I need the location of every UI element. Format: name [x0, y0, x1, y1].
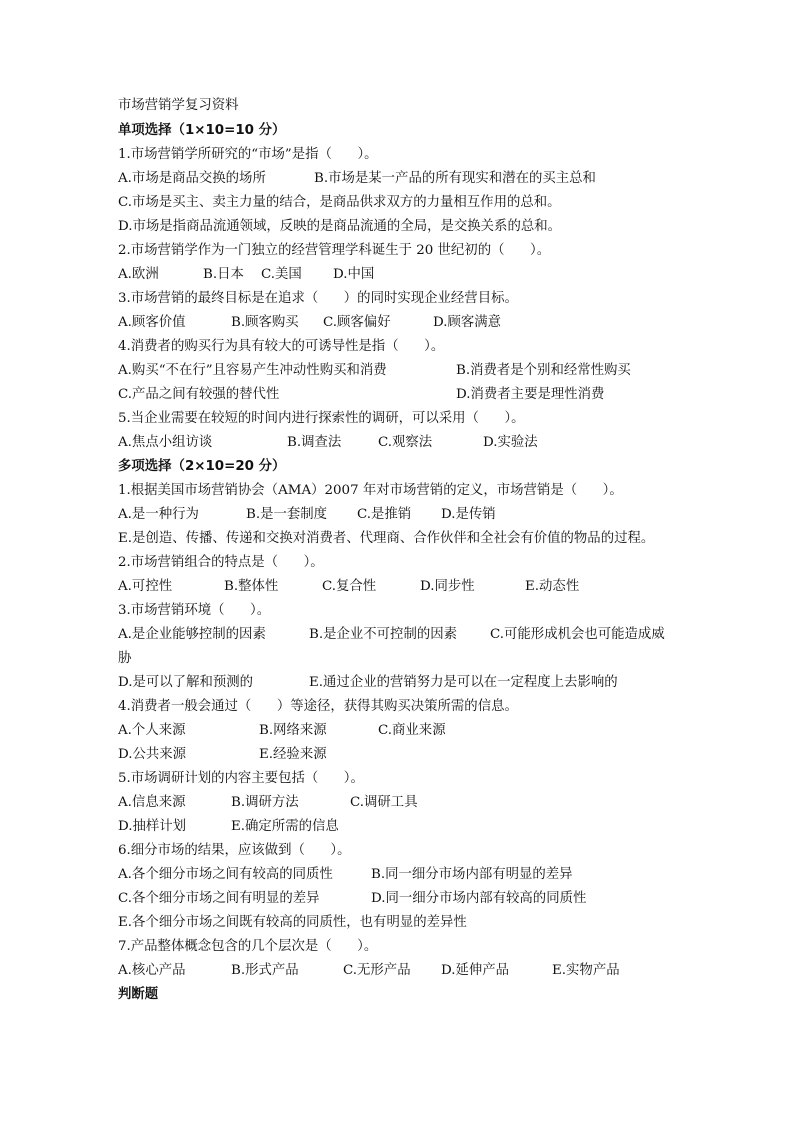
option: D.同一细分市场内部有较高的同质性 [371, 891, 587, 906]
option: A.顾客价值 [118, 315, 186, 330]
option: A.个人来源 [118, 723, 186, 738]
question-stem: 1.市场营销学所研究的“市场”是指（ ）。 [118, 147, 378, 162]
option: C.复合性 [322, 579, 377, 594]
option: E.经验来源 [259, 747, 327, 762]
option: A.核心产品 [118, 963, 186, 978]
option: C.美国 [261, 267, 302, 282]
option: B.顾客购买 [231, 315, 299, 330]
option: D.是传销 [441, 507, 496, 522]
question-stem: 2.市场营销学作为一门独立的经营管理学科诞生于 20 世纪初的（ ）。 [118, 243, 551, 258]
option: B.消费者是个别和经常性购买 [456, 363, 631, 378]
section-heading-single-choice: 单项选择（1×10=10 分） [118, 123, 286, 138]
option: D.同步性 [420, 579, 475, 594]
option: A.信息来源 [118, 795, 186, 810]
option: C.各个细分市场之间有明显的差异 [118, 891, 320, 906]
question-stem: 4.消费者一般会通过（ ）等途径，获得其购买决策所需的信息。 [118, 699, 518, 714]
option: B.日本 [203, 267, 244, 282]
document-title: 市场营销学复习资料 [118, 98, 239, 113]
option: C.观察法 [378, 435, 433, 450]
option: B.形式产品 [231, 963, 299, 978]
option: B.是企业不可控制的因素 [309, 627, 458, 642]
option: B.调研方法 [231, 795, 299, 810]
option: C.顾客偏好 [323, 315, 391, 330]
option: B.调查法 [287, 435, 342, 450]
option: A.市场是商品交换的场所 [118, 171, 266, 186]
option: D.延伸产品 [441, 963, 510, 978]
question-stem: 1.根据美国市场营销协会（AMA）2007 年对市场营销的定义，市场营销是（ ）。 [118, 483, 623, 498]
option: C.无形产品 [343, 963, 411, 978]
question-stem: 7.产品整体概念包含的几个层次是（ ）。 [118, 939, 378, 954]
option: A.焦点小组访谈 [118, 435, 213, 450]
option: A.欧洲 [118, 267, 159, 282]
option: A.各个细分市场之间有较高的同质性 [118, 867, 333, 882]
option: E.实物产品 [552, 963, 620, 978]
option: D.是可以了解和预测的 [118, 675, 254, 690]
question-stem: 5.市场调研计划的内容主要包括（ ）。 [118, 771, 364, 786]
question-stem: 6.细分市场的结果，应该做到（ ）。 [118, 843, 351, 858]
option: D.消费者主要是理性消费 [456, 387, 605, 402]
section-heading-multiple-choice: 多项选择（2×10=20 分） [118, 459, 286, 474]
option: B.整体性 [224, 579, 279, 594]
question-stem: 5.当企业需要在较短的时间内进行探索性的调研，可以采用（ ）。 [118, 411, 525, 426]
option: E.确定所需的信息 [231, 819, 339, 834]
option-continuation: 胁 [118, 651, 132, 666]
option: A.是一种行为 [118, 507, 199, 522]
option: C.产品之间有较强的替代性 [118, 387, 280, 402]
option: D.实验法 [483, 435, 538, 450]
question-stem: 3.市场营销环境（ ）。 [118, 603, 271, 618]
question-stem: 4.消费者的购买行为具有较大的可诱导性是指（ ）。 [118, 339, 445, 354]
option: E.各个细分市场之间既有较高的同质性，也有明显的差异性 [118, 915, 467, 930]
option: D.顾客满意 [433, 315, 502, 330]
option: C.商业来源 [378, 723, 446, 738]
option: B.网络来源 [259, 723, 327, 738]
option: A.可控性 [118, 579, 173, 594]
option: E.是创造、传播、传递和交换对消费者、代理商、合作伙伴和全社会有价值的物品的过程。 [118, 531, 655, 546]
option: B.是一套制度 [246, 507, 328, 522]
option: C.调研工具 [350, 795, 418, 810]
option: D.公共来源 [118, 747, 187, 762]
option: B.市场是某一产品的所有现实和潜在的买主总和 [314, 171, 596, 186]
option: C.市场是买主、卖主力量的结合，是商品供求双方的力量相互作用的总和。 [118, 195, 561, 210]
option: E.通过企业的营销努力是可以在一定程度上去影响的 [309, 675, 618, 690]
option: B.同一细分市场内部有明显的差异 [371, 867, 573, 882]
option: D.中国 [333, 267, 375, 282]
option: A.购买“不在行”且容易产生冲动性购买和消费 [118, 363, 387, 378]
option: A.是企业能够控制的因素 [118, 627, 266, 642]
option: D.抽样计划 [118, 819, 187, 834]
option: D.市场是指商品流通领域，反映的是商品流通的全局，是交换关系的总和。 [118, 219, 562, 234]
option: C.可能形成机会也可能造成威 [490, 627, 665, 642]
question-stem: 2.市场营销组合的特点是（ ）。 [118, 555, 324, 570]
question-stem: 3.市场营销的最终目标是在追求（ ）的同时实现企业经营目标。 [118, 291, 518, 306]
section-heading-true-false: 判断题 [118, 987, 159, 1002]
option: E.动态性 [525, 579, 580, 594]
option: C.是推销 [357, 507, 412, 522]
